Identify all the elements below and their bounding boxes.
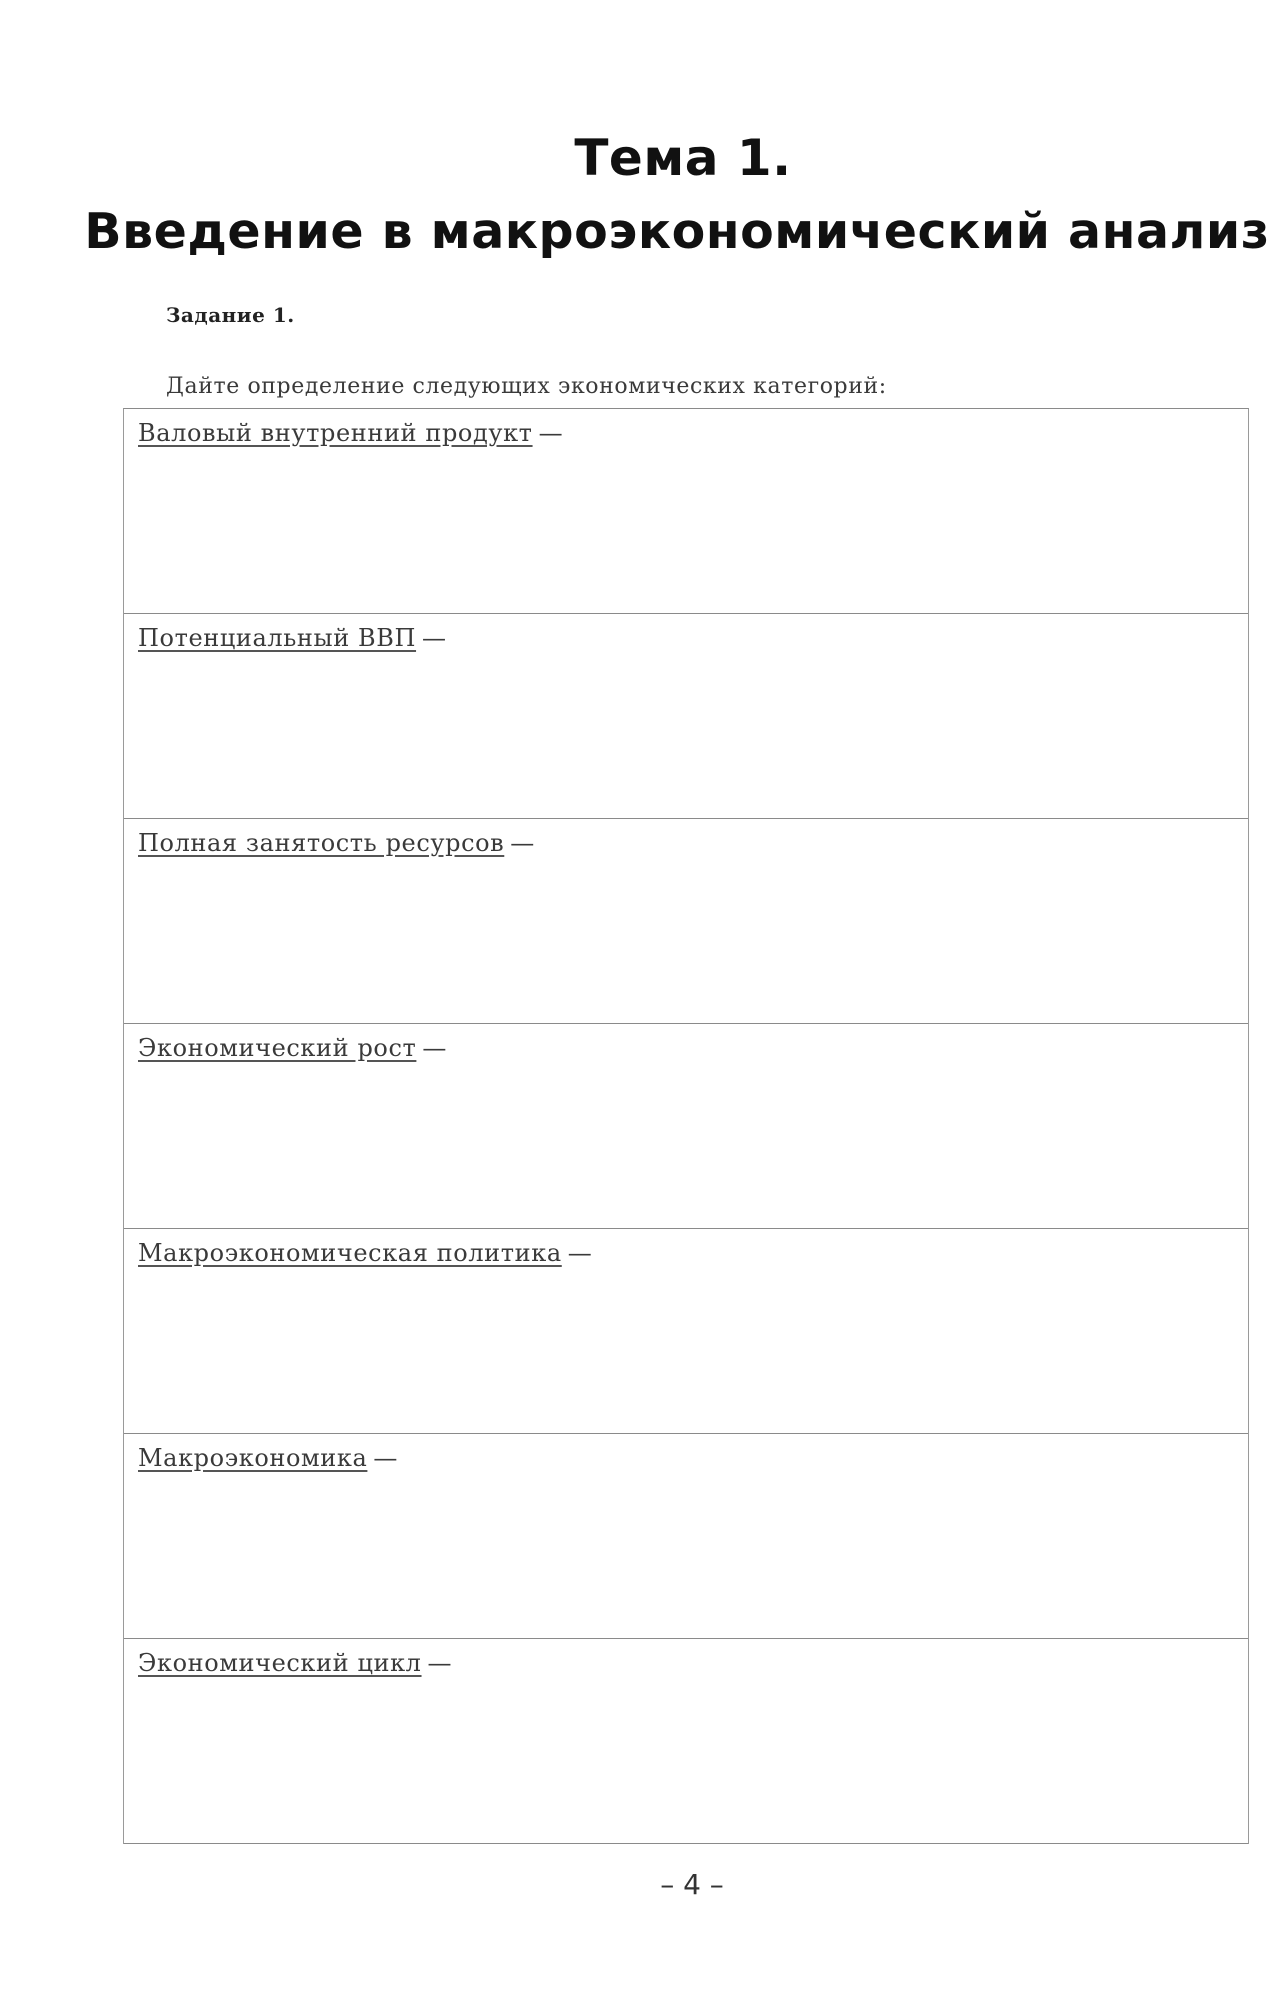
term-dash: —: [422, 624, 447, 652]
term-dash: —: [567, 1239, 593, 1267]
term-dash: —: [422, 1034, 447, 1062]
definition-box-economic-cycle[interactable]: [124, 1639, 1248, 1844]
term-name: Потенциальный ВВП: [138, 624, 417, 652]
definition-box-macro-policy[interactable]: [124, 1229, 1248, 1434]
term-line: [138, 1034, 447, 1062]
term-line: [138, 1239, 592, 1267]
definitions-table: [123, 408, 1249, 1844]
term-line: [138, 1649, 452, 1677]
term-name: Макроэкономика: [138, 1444, 368, 1472]
topic-number: Тема 1.: [574, 129, 792, 187]
term-line: [138, 829, 535, 857]
definition-box-economic-growth[interactable]: [124, 1024, 1248, 1229]
term-line: [138, 624, 447, 652]
term-name: Экономический рост: [138, 1034, 417, 1062]
term-line: [138, 419, 563, 447]
term-name: Полная занятость ресурсов: [138, 829, 505, 857]
term-name: Экономический цикл: [138, 1649, 422, 1677]
task-instruction: Дайте определение следующих экономических категорий:: [166, 374, 887, 399]
page-title: [0, 122, 1284, 270]
definition-box-gdp[interactable]: [124, 409, 1248, 614]
definition-box-potential-gdp[interactable]: [124, 614, 1248, 819]
term-name: Валовый внутренний продукт: [138, 419, 533, 447]
task-label: Задание 1.: [166, 303, 295, 327]
term-dash: —: [373, 1444, 399, 1472]
definition-box-macroeconomics[interactable]: [124, 1434, 1248, 1639]
page-number: – 4 –: [660, 1868, 724, 1901]
term-dash: —: [538, 419, 564, 447]
definition-box-full-employment[interactable]: [124, 819, 1248, 1024]
topic-name: Введение в макроэкономический анализ: [84, 203, 1270, 260]
term-dash: —: [427, 1649, 453, 1677]
term-line: [138, 1444, 398, 1472]
term-name: Макроэкономическая политика: [138, 1239, 562, 1267]
term-dash: —: [510, 829, 535, 857]
